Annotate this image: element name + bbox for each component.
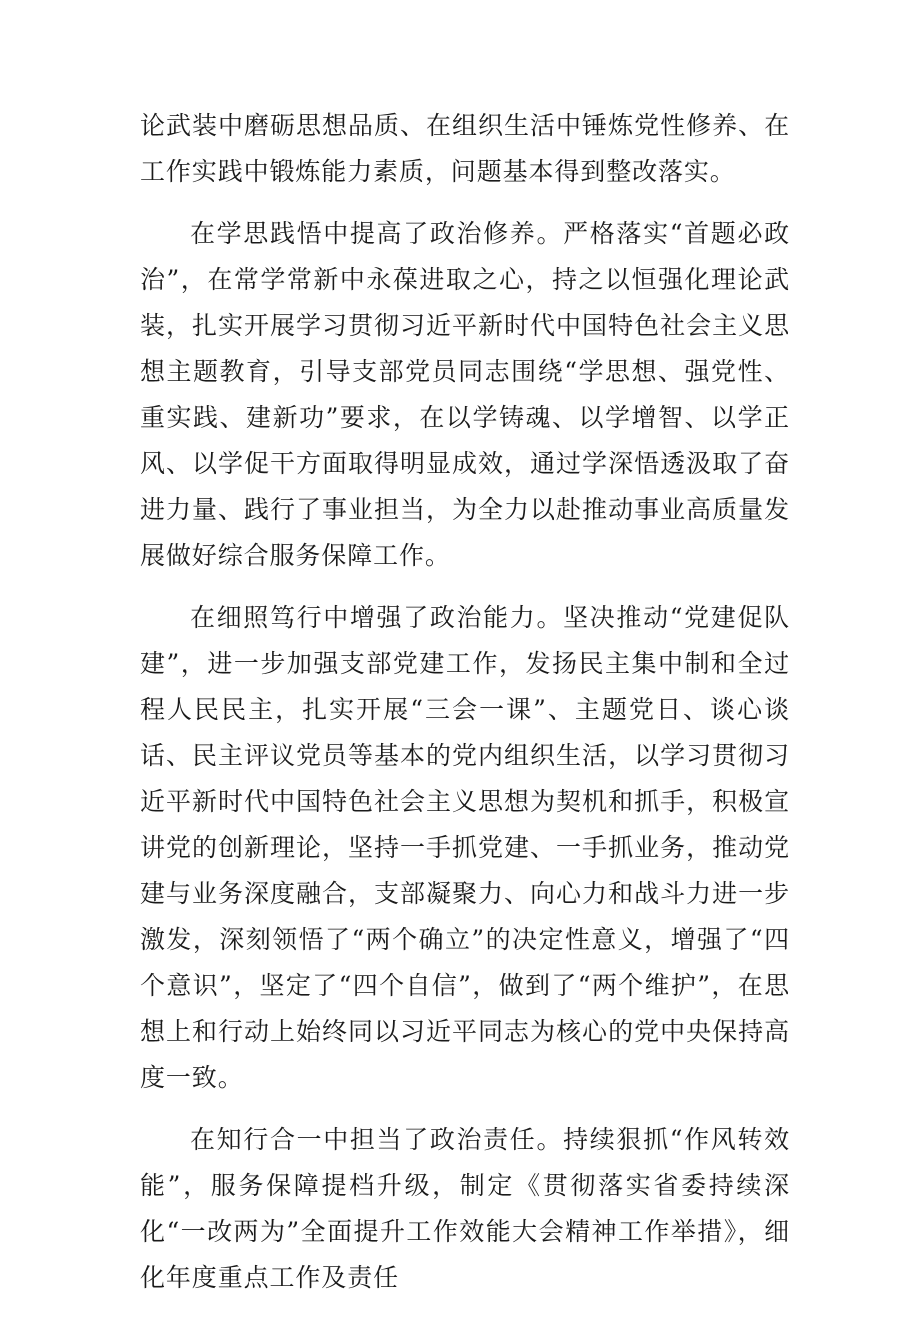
paragraph-political-ability: 在细照笃行中增强了政治能力。坚决推动“党建促队建”，进一步加强支部党建工作，发扬民主集中制和全过程人民民主，扎实开展“三会一课”、主题党日、谈心谈话、民主评议党员等基本的党内组织生活，以学习贯彻习近平新时代中国特色社会主义思想为契机和抓手，积极宣讲党的创新理论，坚持一手抓党建、一手抓业务，推动党建与业务深度融合，支部凝聚力、向心力和战斗力进一步激发，深刻领悟了“两个确立”的决定性意义，增强了“四个意识”，坚定了“四个自信”，做到了“两个维护”，在思想上和行动上始终同以习近平同志为核心的党中央保持高度一致。	[140, 603, 790, 1092]
paragraph-political-cultivation: 在学思践悟中提高了政治修养。严格落实“首题必政治”，在常学常新中永葆进取之心，持之以恒强化理论武装，扎实开展学习贯彻习近平新时代中国特色社会主义思想主题教育，引导支部党员同志围绕“学思想、强党性、重实践、建新功”要求，在以学铸魂、以学增智、以学正风、以学促干方面取得明显成效，通过学深悟透汲取了奋进力量、践行了事业担当，为全力以赴推动事业高质量发展做好综合服务保障工作。	[140, 219, 790, 570]
paragraph-political-responsibility: 在知行合一中担当了政治责任。持续狠抓“作风转效能”，服务保障提档升级，制定《贯彻落实省委持续深化“一改两为”全面提升工作效能大会精神工作举措》，细化年度重点工作及责任	[140, 1125, 790, 1292]
document-body	[140, 103, 790, 1317]
paragraph-continued: 论武装中磨砺思想品质、在组织生活中锤炼党性修养、在工作实践中锻炼能力素质，问题基本得到整改落实。	[140, 111, 790, 186]
